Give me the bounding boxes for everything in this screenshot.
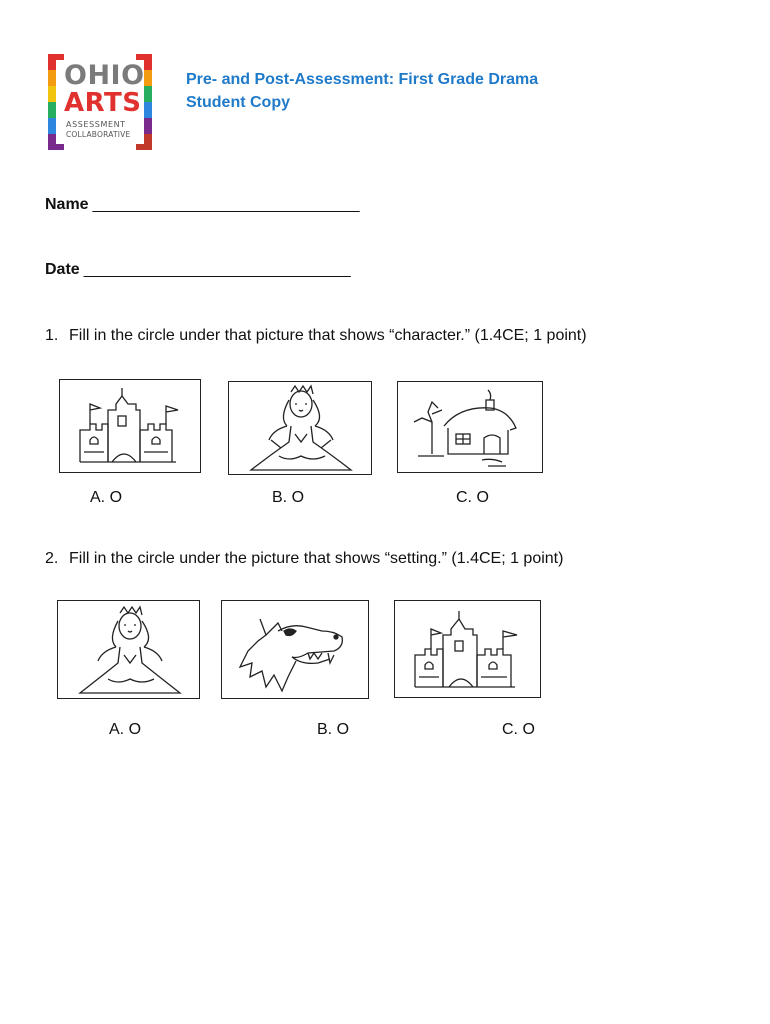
question-number: 2. <box>45 550 59 567</box>
q2-option-c[interactable]: C. O <box>502 721 535 738</box>
question-text: Fill in the circle under the picture that shows “setting.” (1.4CE; 1 point) <box>69 550 564 567</box>
castle-drawing <box>59 379 201 473</box>
q1-option-c[interactable]: C. O <box>456 489 489 506</box>
date-label: Date <box>45 261 80 278</box>
name-blank-line[interactable]: ______________________________ <box>92 196 360 213</box>
castle-drawing <box>394 600 541 698</box>
q2-option-a[interactable]: A. O <box>109 721 142 738</box>
question-1 <box>45 327 587 345</box>
question-text: Fill in the circle under that picture that shows “character.” (1.4CE; 1 point) <box>69 327 587 344</box>
name-field[interactable] <box>45 196 360 214</box>
princess-drawing <box>57 600 200 699</box>
date-blank-line[interactable]: ______________________________ <box>83 261 351 278</box>
ohio-arts-logo <box>48 54 152 150</box>
wolf-drawing <box>221 600 369 699</box>
q1-option-b[interactable]: B. O <box>272 489 305 506</box>
q2-option-b[interactable]: B. O <box>317 721 350 738</box>
page-title <box>186 68 538 114</box>
princess-drawing <box>228 381 372 475</box>
q1-option-a[interactable]: A. O <box>90 489 123 506</box>
title-line-1: Pre- and Post-Assessment: First Grade Drama <box>186 71 539 88</box>
logo-right-bar <box>144 54 152 150</box>
cottage-drawing <box>397 381 543 473</box>
date-field[interactable] <box>45 261 351 279</box>
logo-collaborative-text: COLLABORATIVE <box>66 130 131 139</box>
logo-ohio-text: OHIO <box>64 60 145 91</box>
name-label: Name <box>45 196 89 213</box>
logo-arts-text: ARTS <box>64 88 142 118</box>
logo-assessment-text: ASSESSMENT <box>66 120 126 129</box>
title-line-2: Student Copy <box>186 94 290 111</box>
question-2 <box>45 550 563 568</box>
logo-left-bar <box>48 54 56 150</box>
question-number: 1. <box>45 327 59 344</box>
